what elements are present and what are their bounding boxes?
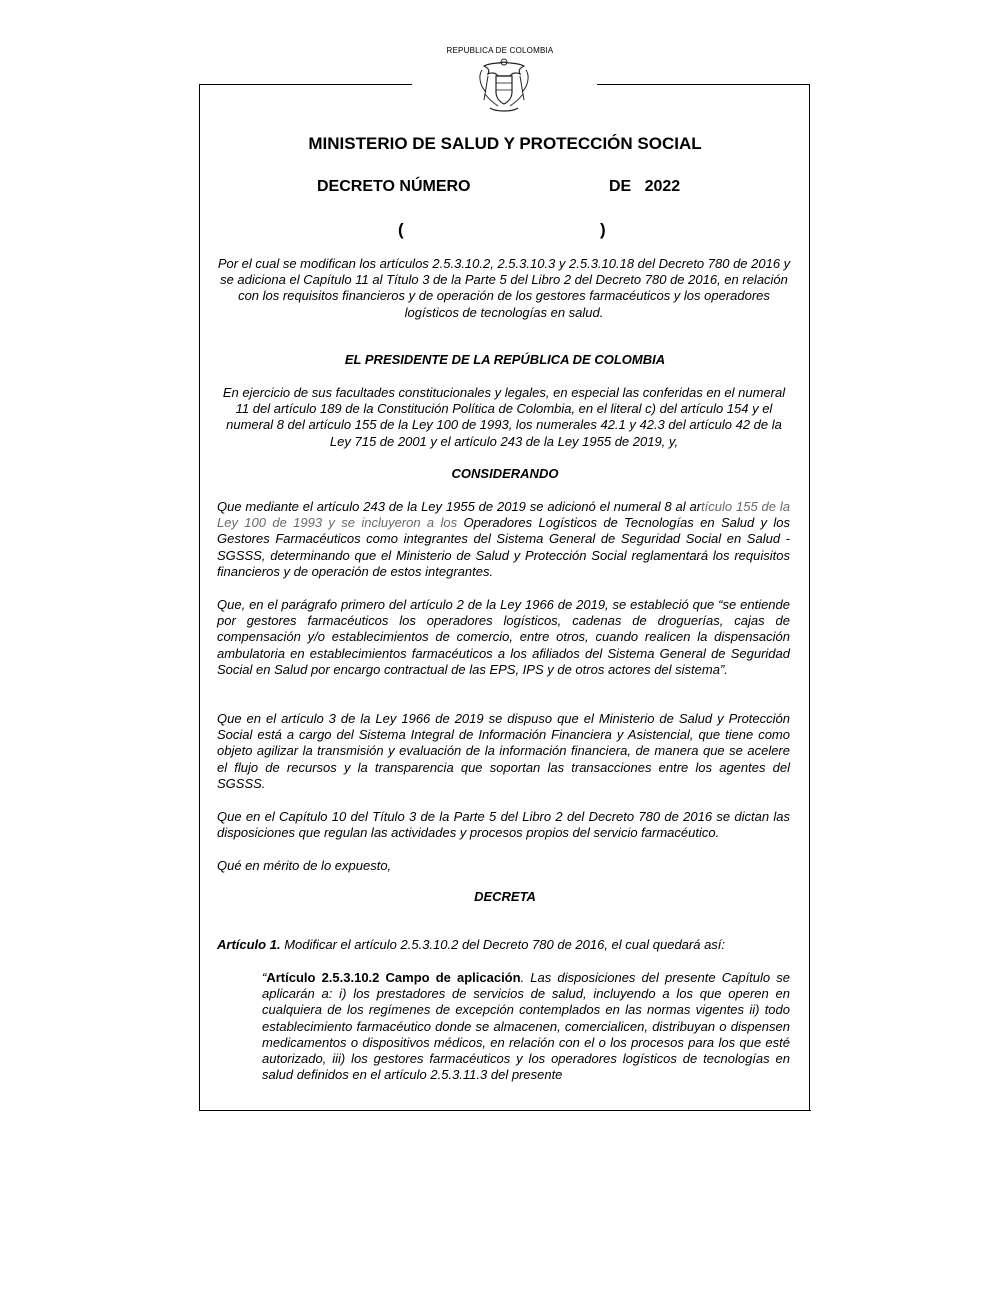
- considerando-heading: CONSIDERANDO: [451, 466, 559, 481]
- decree-number-label: DECRETO NÚMERO: [317, 178, 471, 195]
- consideration-1-text-b: Operadores Logísticos de Tecnologías en Salud y los Gestores Farmacéuticos como integrantes del Sistema General de Seguridad Social en Salud - SGSSS, determinando que el Ministerio de Salud y Protección Social reglamentará los requisitos financieros y de operación de estos integrantes.: [217, 515, 790, 579]
- consideration-paragraph-4: Que en el Capítulo 10 del Título 3 de la Parte 5 del Libro 2 del Decreto 780 de 2016 se dictan las disposiciones que regulan las actividades y procesos propios del servicio farmacéutico.: [217, 809, 790, 841]
- consideration-1-text-a: Que mediante el artículo 243 de la Ley 1955 de 2019 se adicionó el numeral 8 al ar: [217, 499, 702, 514]
- frame-left-border: [199, 84, 200, 1110]
- powers-paragraph: En ejercicio de sus facultades constitucionales y legales, en especial las conferidas en el numeral 11 del artículo 189 de la Constitución Política de Colombia, en el literal c) del artículo 154 y el numeral 8 del artículo 155 de la Ley 100 de 1993, los numerales 42.1 y 42.3 del artículo 42 de la Ley 715 de 2001 y el artículo 243 de la Ley 1955 de 2019, y,: [222, 385, 786, 449]
- ministry-title: MINISTERIO DE SALUD Y PROTECCIÓN SOCIAL: [308, 134, 702, 153]
- frame-top-right-line: [597, 84, 810, 85]
- president-heading: EL PRESIDENTE DE LA REPÚBLICA DE COLOMBIA: [344, 352, 666, 367]
- consideration-paragraph-3: Que en el artículo 3 de la Ley 1966 de 2019 se dispuso que el Ministerio de Salud y Protección Social está a cargo del Sistema Integral de Información Financiera y Asistencial, que tiene como objeto agilizar la transmisión y evaluación de la información financiera, de manera que se acelere el flujo de recursos y la transparencia que soportan las transacciones entre los agentes del SGSSS.: [217, 711, 790, 791]
- consideration-paragraph-5: Qué en mérito de lo expuesto,: [217, 858, 392, 873]
- quote-article-title: Artículo 2.5.3.10.2 Campo de aplicación: [266, 970, 521, 985]
- consideration-paragraph-1: [217, 499, 790, 580]
- frame-top-left-line: [199, 84, 412, 85]
- article-quote: [262, 970, 790, 1083]
- date-close-paren: ): [600, 220, 606, 239]
- consideration-paragraph-2: Que, en el parágrafo primero del artículo 2 de la Ley 1966 de 2019, se estableció que “se entiende por gestores farmacéuticos los operadores logísticos, cadenas de droguerías, cajas de compensación y/o establecimientos de comercio, entre otros, cuando realicen la dispensación ambulatoria en establecimientos farmacéuticos a los afiliados del Sistema General de Seguridad Social en Salud por encargo contractual de las EPS, IPS y de otros actores del sistema”.: [217, 597, 790, 677]
- article-1: [217, 937, 790, 952]
- article-1-text: Modificar el artículo 2.5.3.10.2 del Decreto 780 de 2016, el cual quedará así:: [280, 937, 726, 952]
- quote-open-mark: “: [262, 970, 267, 985]
- consideration-1-text-gray: tículo 155 de la Ley 100 de 1993 y se incluyeron a los: [217, 499, 790, 531]
- decree-epigraph: Por el cual se modifican los artículos 2.5.3.10.2, 2.5.3.10.3 y 2.5.3.10.18 del Decreto 780 de 2016 y se adiciona el Capítulo 11 al Título 3 de la Parte 5 del Libro 2 del Decreto 780 de 2016, en relación con los requisitos financieros y de operación de los gestores farmacéuticos y los operadores logísticos de tecnologías en salud.: [217, 256, 791, 320]
- date-open-paren: (: [398, 220, 404, 239]
- coat-of-arms-seal: [474, 56, 534, 116]
- decreta-heading: DECRETA: [474, 889, 536, 904]
- article-1-label: Artículo 1.: [217, 937, 281, 952]
- frame-bottom-border: [199, 1110, 811, 1111]
- country-header: REPUBLICA DE COLOMBIA: [446, 46, 554, 55]
- quote-article-text: . Las disposiciones del presente Capítulo se aplicarán a: i) los prestadores de servicios de salud, incluyendo a los que operen en cualquiera de los regímenes de excepción contemplados en las normas vigentes ii) todo establecimiento farmacéutico donde se almacenen, comercialicen, distribuyan o dispensen medicamentos o dispositivos médicos, en relación con el o los procesos para los que esté autorizado, iii) los gestores farmacéuticos y los operadores logísticos de tecnologías en salud definidos en el artículo 2.5.3.11.3 del presente: [262, 970, 790, 1083]
- frame-right-border: [809, 84, 810, 1110]
- decree-year: DE 2022: [609, 178, 681, 195]
